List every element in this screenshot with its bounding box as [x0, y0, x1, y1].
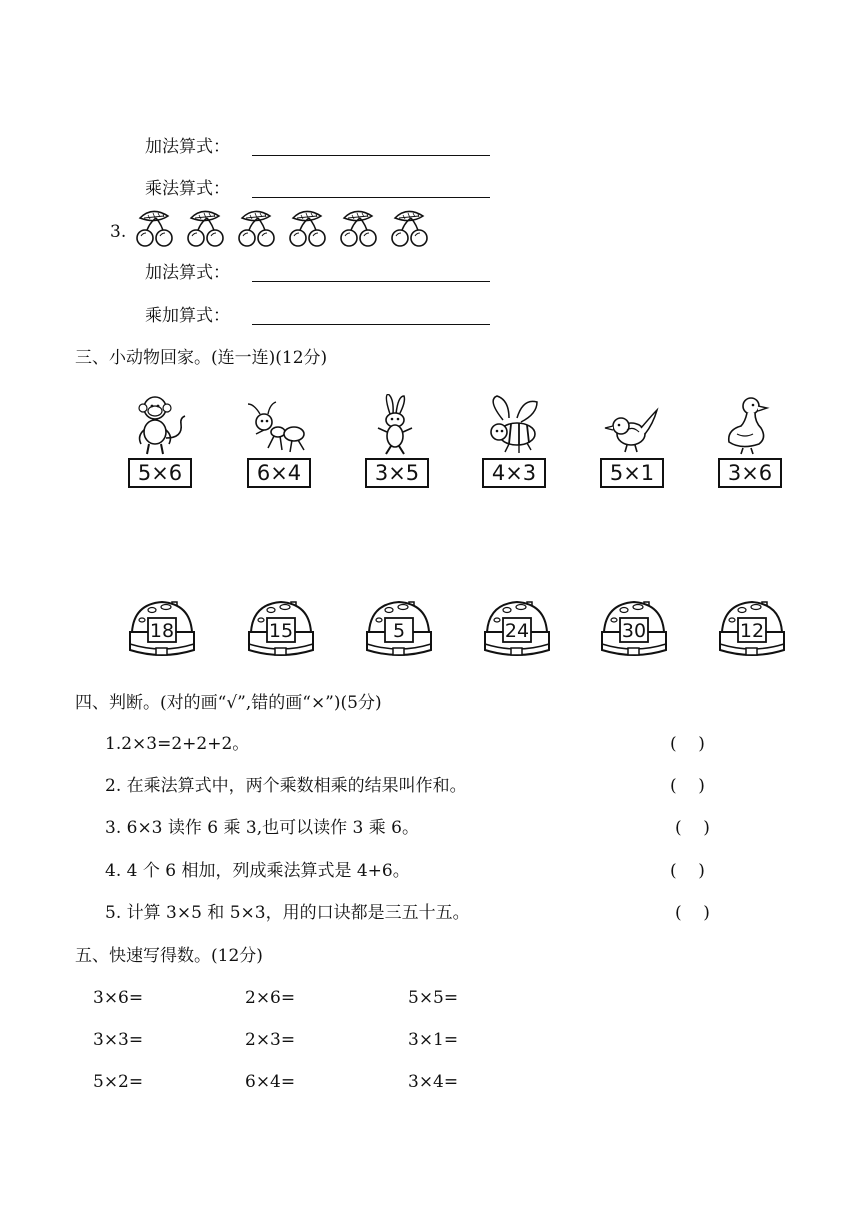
judgment-item-text: 1.2×3=2+2+2。 — [105, 734, 250, 754]
add-formula-label-2: 加法算式： — [145, 263, 230, 283]
question-3-number: 3. — [110, 222, 127, 242]
mul-add-formula-label: 乘加算式： — [145, 306, 230, 326]
duck-icon — [715, 394, 785, 460]
animal-expression-box[interactable]: 3×5 — [365, 458, 429, 488]
calc-problem[interactable]: 6×4= — [245, 1072, 296, 1092]
animal-expression-box[interactable]: 5×6 — [128, 458, 192, 488]
answer-parentheses[interactable]: ( ) — [670, 861, 705, 881]
add-formula-blank-2[interactable] — [252, 281, 490, 282]
cherry-icon — [287, 208, 331, 252]
answer-parentheses[interactable]: ( ) — [675, 903, 710, 923]
animal-expression-box[interactable]: 6×4 — [247, 458, 311, 488]
cherry-icon — [389, 208, 433, 252]
judgment-item-text: 4. 4 个 6 相加，列成乘法算式是 4+6。 — [105, 861, 410, 881]
mul-add-formula-blank[interactable] — [252, 324, 490, 325]
mul-formula-label-1: 乘法算式： — [145, 179, 230, 199]
house-number[interactable]: 24 — [504, 620, 530, 642]
monkey-icon — [125, 394, 195, 460]
cherry-icon — [236, 208, 280, 252]
answer-parentheses[interactable]: ( ) — [675, 818, 710, 838]
calc-problem[interactable]: 3×6= — [93, 988, 144, 1008]
section-5-title: 五、快速写得数。(12分) — [75, 946, 263, 966]
house-number[interactable]: 5 — [392, 620, 406, 642]
house-number[interactable]: 15 — [268, 620, 294, 642]
judgment-item-text: 5. 计算 3×5 和 5×3，用的口诀都是三五十五。 — [105, 903, 470, 923]
cherry-icon — [185, 208, 229, 252]
ant-icon — [244, 394, 314, 460]
mul-formula-blank-1[interactable] — [252, 197, 490, 198]
rabbit-icon — [362, 394, 432, 460]
bird-icon — [597, 394, 667, 460]
judgment-item-text: 2. 在乘法算式中，两个乘数相乘的结果叫作和。 — [105, 776, 467, 796]
animal-expression-box[interactable]: 3×6 — [718, 458, 782, 488]
calc-problem[interactable]: 2×6= — [245, 988, 296, 1008]
section-3-title: 三、小动物回家。(连一连)(12分) — [75, 348, 328, 368]
animal-expression-box[interactable]: 5×1 — [600, 458, 664, 488]
judgment-item-text: 3. 6×3 读作 6 乘 3,也可以读作 3 乘 6。 — [105, 818, 419, 838]
add-formula-label-1: 加法算式： — [145, 137, 230, 157]
calc-problem[interactable]: 3×4= — [408, 1072, 459, 1092]
cherry-icon — [134, 208, 178, 252]
add-formula-blank-1[interactable] — [252, 155, 490, 156]
calc-problem[interactable]: 3×3= — [93, 1030, 144, 1050]
calc-problem[interactable]: 5×2= — [93, 1072, 144, 1092]
bee-icon — [479, 394, 549, 460]
house-number[interactable]: 12 — [739, 620, 765, 642]
animal-expression-box[interactable]: 4×3 — [482, 458, 546, 488]
house-number[interactable]: 30 — [621, 620, 647, 642]
calc-problem[interactable]: 2×3= — [245, 1030, 296, 1050]
calc-problem[interactable]: 3×1= — [408, 1030, 459, 1050]
answer-parentheses[interactable]: ( ) — [670, 734, 705, 754]
answer-parentheses[interactable]: ( ) — [670, 776, 705, 796]
house-number[interactable]: 18 — [149, 620, 175, 642]
cherry-icon — [338, 208, 382, 252]
section-4-title: 四、判断。(对的画“√”,错的画“×”)(5分) — [75, 693, 382, 713]
calc-problem[interactable]: 5×5= — [408, 988, 459, 1008]
